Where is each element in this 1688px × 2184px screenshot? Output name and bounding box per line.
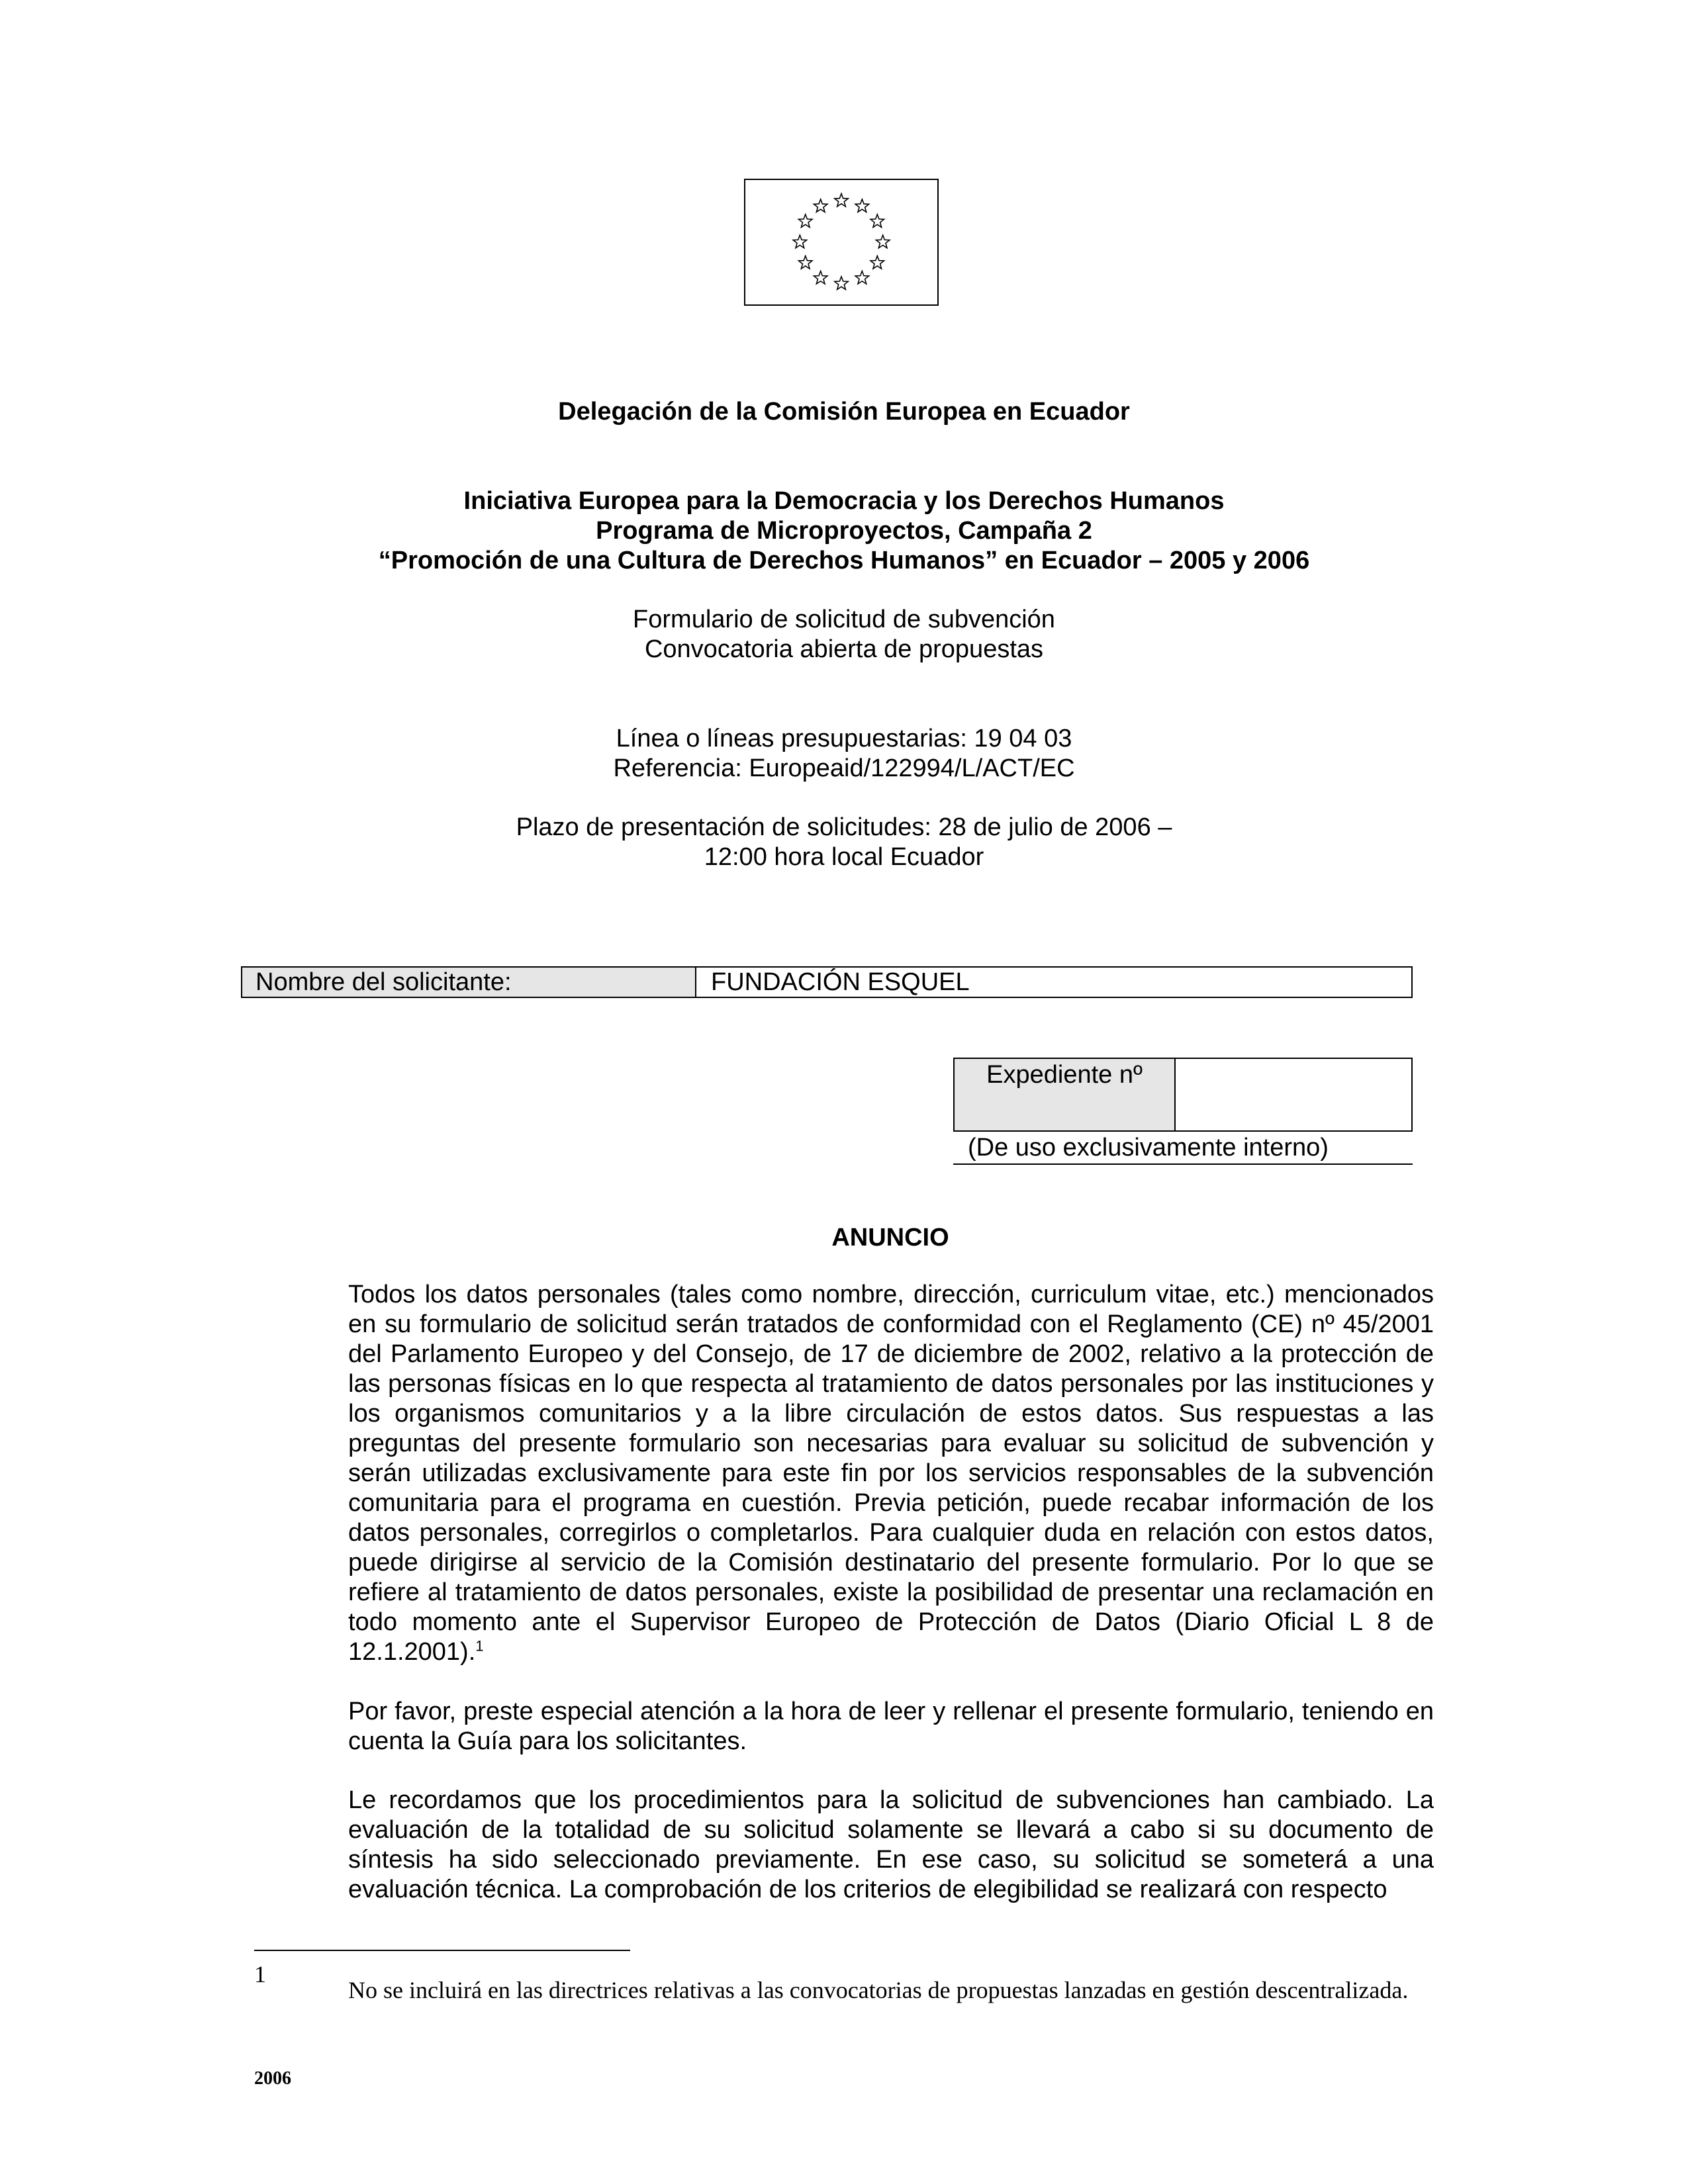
applicant-label: Nombre del solicitante:	[242, 968, 696, 997]
applicant-value: FUNDACIÓN ESQUEL	[711, 968, 970, 996]
footnote-reference: 1	[475, 1637, 484, 1655]
form-subtitle: Convocatoria abierta de propuestas	[644, 635, 1044, 663]
footnote-separator	[254, 1950, 630, 1951]
star-icon	[793, 235, 806, 248]
notice-paragraph-3: Le recordamos que los procedimientos para la solicitud de subvenciones han cambiado. La evaluación de la totalidad de su solicitud solamente se llevará a cabo si su documento de síntesis ha sido seleccionado previamente. En ese caso, su solicitud se someterá a una evaluación técnica. La comprobación de los criterios de elegibilidad se realizará con respecto	[348, 1786, 1434, 1903]
delegation-title: Delegación de la Comisión Europea en Ecuador	[558, 398, 1130, 426]
star-icon	[798, 256, 812, 269]
deadline-line-2: 12:00 hora local Ecuador	[704, 843, 984, 871]
star-icon	[870, 214, 884, 227]
reference: Referencia: Europeaid/122994/L/ACT/EC	[613, 754, 1075, 782]
footer-year: 2006	[254, 2068, 291, 2089]
file-number-table	[953, 1058, 1413, 1132]
form-title: Formulario de solicitud de subvención	[633, 606, 1055, 633]
programme-title: Programa de Microproyectos, Campaña 2	[596, 517, 1092, 545]
eu-stars-circle	[745, 180, 937, 304]
star-icon	[870, 256, 884, 269]
star-icon	[876, 235, 889, 248]
deadline-line-1: Plazo de presentación de solicitudes: 28 de julio de 2006 –	[516, 813, 1172, 841]
star-icon	[814, 199, 827, 212]
star-icon	[814, 271, 827, 284]
budget-line: Línea o líneas presupuestarias: 19 04 03	[616, 725, 1072, 752]
initiative-title: Iniciativa Europea para la Democracia y los Derechos Humanos	[463, 487, 1225, 515]
campaign-title: “Promoción de una Cultura de Derechos Humanos” en Ecuador – 2005 y 2006	[378, 547, 1310, 574]
notice-paragraph-1	[348, 1280, 1434, 1667]
footnote-text: No se incluirá en las directrices relativas a las convocatorias de propuestas lanzadas en gestión descentralizada.	[348, 1977, 1409, 2003]
star-icon	[835, 194, 848, 206]
star-icon	[855, 199, 868, 212]
applicant-table	[241, 966, 1413, 998]
star-icon	[855, 271, 868, 284]
notice-title: ANUNCIO	[831, 1224, 949, 1251]
paragraph-1-text: Todos los datos personales (tales como nombre, dirección, curriculum vitae, etc.) mencionados en su formulario de solicitud serán tratados de conformidad con el Reglamento (CE) nº 45/2001 del Parlamento Europeo y del Consejo, de 17 de diciembre de 2002, relativo a la protección de las personas físicas en lo que respecta al tratamiento de datos personales por las instituciones y los organismos comunitarios y a la libre circulación de estos datos. Sus respuestas a las preguntas del presente formulario son necesarias para evaluar su solicitud de subvención y serán utilizadas exclusivamente para este fin por los servicios responsables de la subvención comunitaria para el programa en cuestión. Previa petición, puede recabar información de los datos personales, corregirlos o completarlos. Para cualquier duda en relación con estos datos, puede dirigirse al servicio de la Comisión destinatario del presente formulario. Por lo que se refiere al tratamiento de datos personales, existe la posibilidad de presentar una reclamación en todo momento ante el Supervisor Europeo de Protección de Datos (Diario Oficial L 8 de 12.1.2001).	[348, 1281, 1434, 1666]
file-number-value	[1176, 1059, 1411, 1130]
file-number-label: Expediente nº	[955, 1059, 1176, 1130]
file-number-note: (De uso exclusivamente interno)	[953, 1133, 1413, 1165]
footnote-number: 1	[254, 1961, 266, 1987]
star-icon	[798, 214, 812, 227]
eu-flag-icon	[744, 179, 939, 306]
star-icon	[835, 277, 848, 289]
notice-paragraph-2: Por favor, preste especial atención a la hora de leer y rellenar el presente formulario, teniendo en cuenta la Guía para los solicitantes.	[348, 1698, 1434, 1755]
